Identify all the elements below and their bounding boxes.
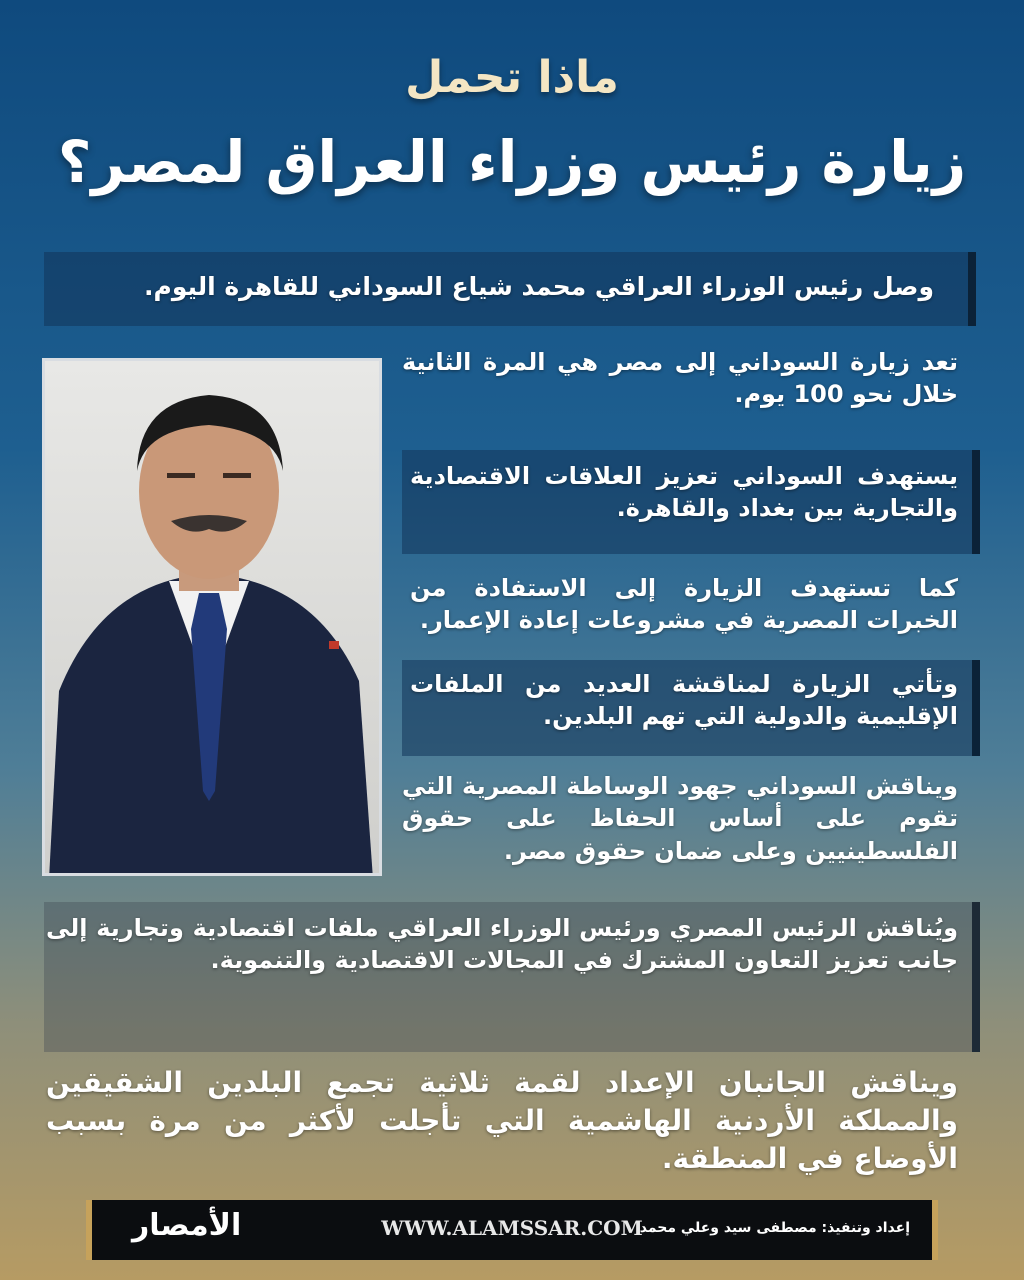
point-text-5: وتأتي الزيارة لمناقشة العديد من الملفات الإقليمية والدولية التي تهم البلدين. — [410, 670, 958, 731]
point-text-8: ويناقش الجانبان الإعداد لقمة ثلاثية تجمع البلدين الشقيقين والمملكة الأردنية الهاشمية التي تأجلت لأكثر من مرة بسبب الأوضاع في المنطقة. — [46, 1066, 958, 1175]
title-line-1: ماذا تحمل — [405, 52, 619, 103]
point-text-2: تعد زيارة السوداني إلى مصر هي المرة الثانية خلال نحو 100 يوم. — [402, 348, 958, 409]
point-text-4: كما تستهدف الزيارة إلى الاستفادة من الخبرات المصرية في مشروعات إعادة الإعمار. — [410, 574, 958, 635]
point-text-7: ويُناقش الرئيس المصري ورئيس الوزراء العراقي ملفات اقتصادية وتجارية إلى جانب تعزيز التعاون المشترك في المجالات الاقتصادية والتنموية. — [46, 914, 958, 975]
point-text-1: وصل رئيس الوزراء العراقي محمد شياع السوداني للقاهرة اليوم. — [144, 272, 934, 301]
footer-bar — [86, 1200, 938, 1260]
website-url[interactable]: WWW.ALAMSSAR.COM — [381, 1216, 643, 1240]
brand-logo: الأمصار — [132, 1208, 242, 1243]
title-line-2: زيارة رئيس وزراء العراق لمصر؟ — [57, 128, 967, 196]
point-text-6: ويناقش السوداني جهود الوساطة المصرية التي تقوم على أساس الحفاظ على حقوق الفلسطينيين وعلى ضمان حقوق مصر. — [402, 772, 958, 865]
portrait-photo — [42, 358, 382, 876]
credits-text: إعداد وتنفيذ: مصطفى سيد وعلي محمد — [639, 1220, 910, 1236]
point-text-3: يستهدف السوداني تعزيز العلاقات الاقتصادية والتجارية بين بغداد والقاهرة. — [410, 462, 958, 523]
